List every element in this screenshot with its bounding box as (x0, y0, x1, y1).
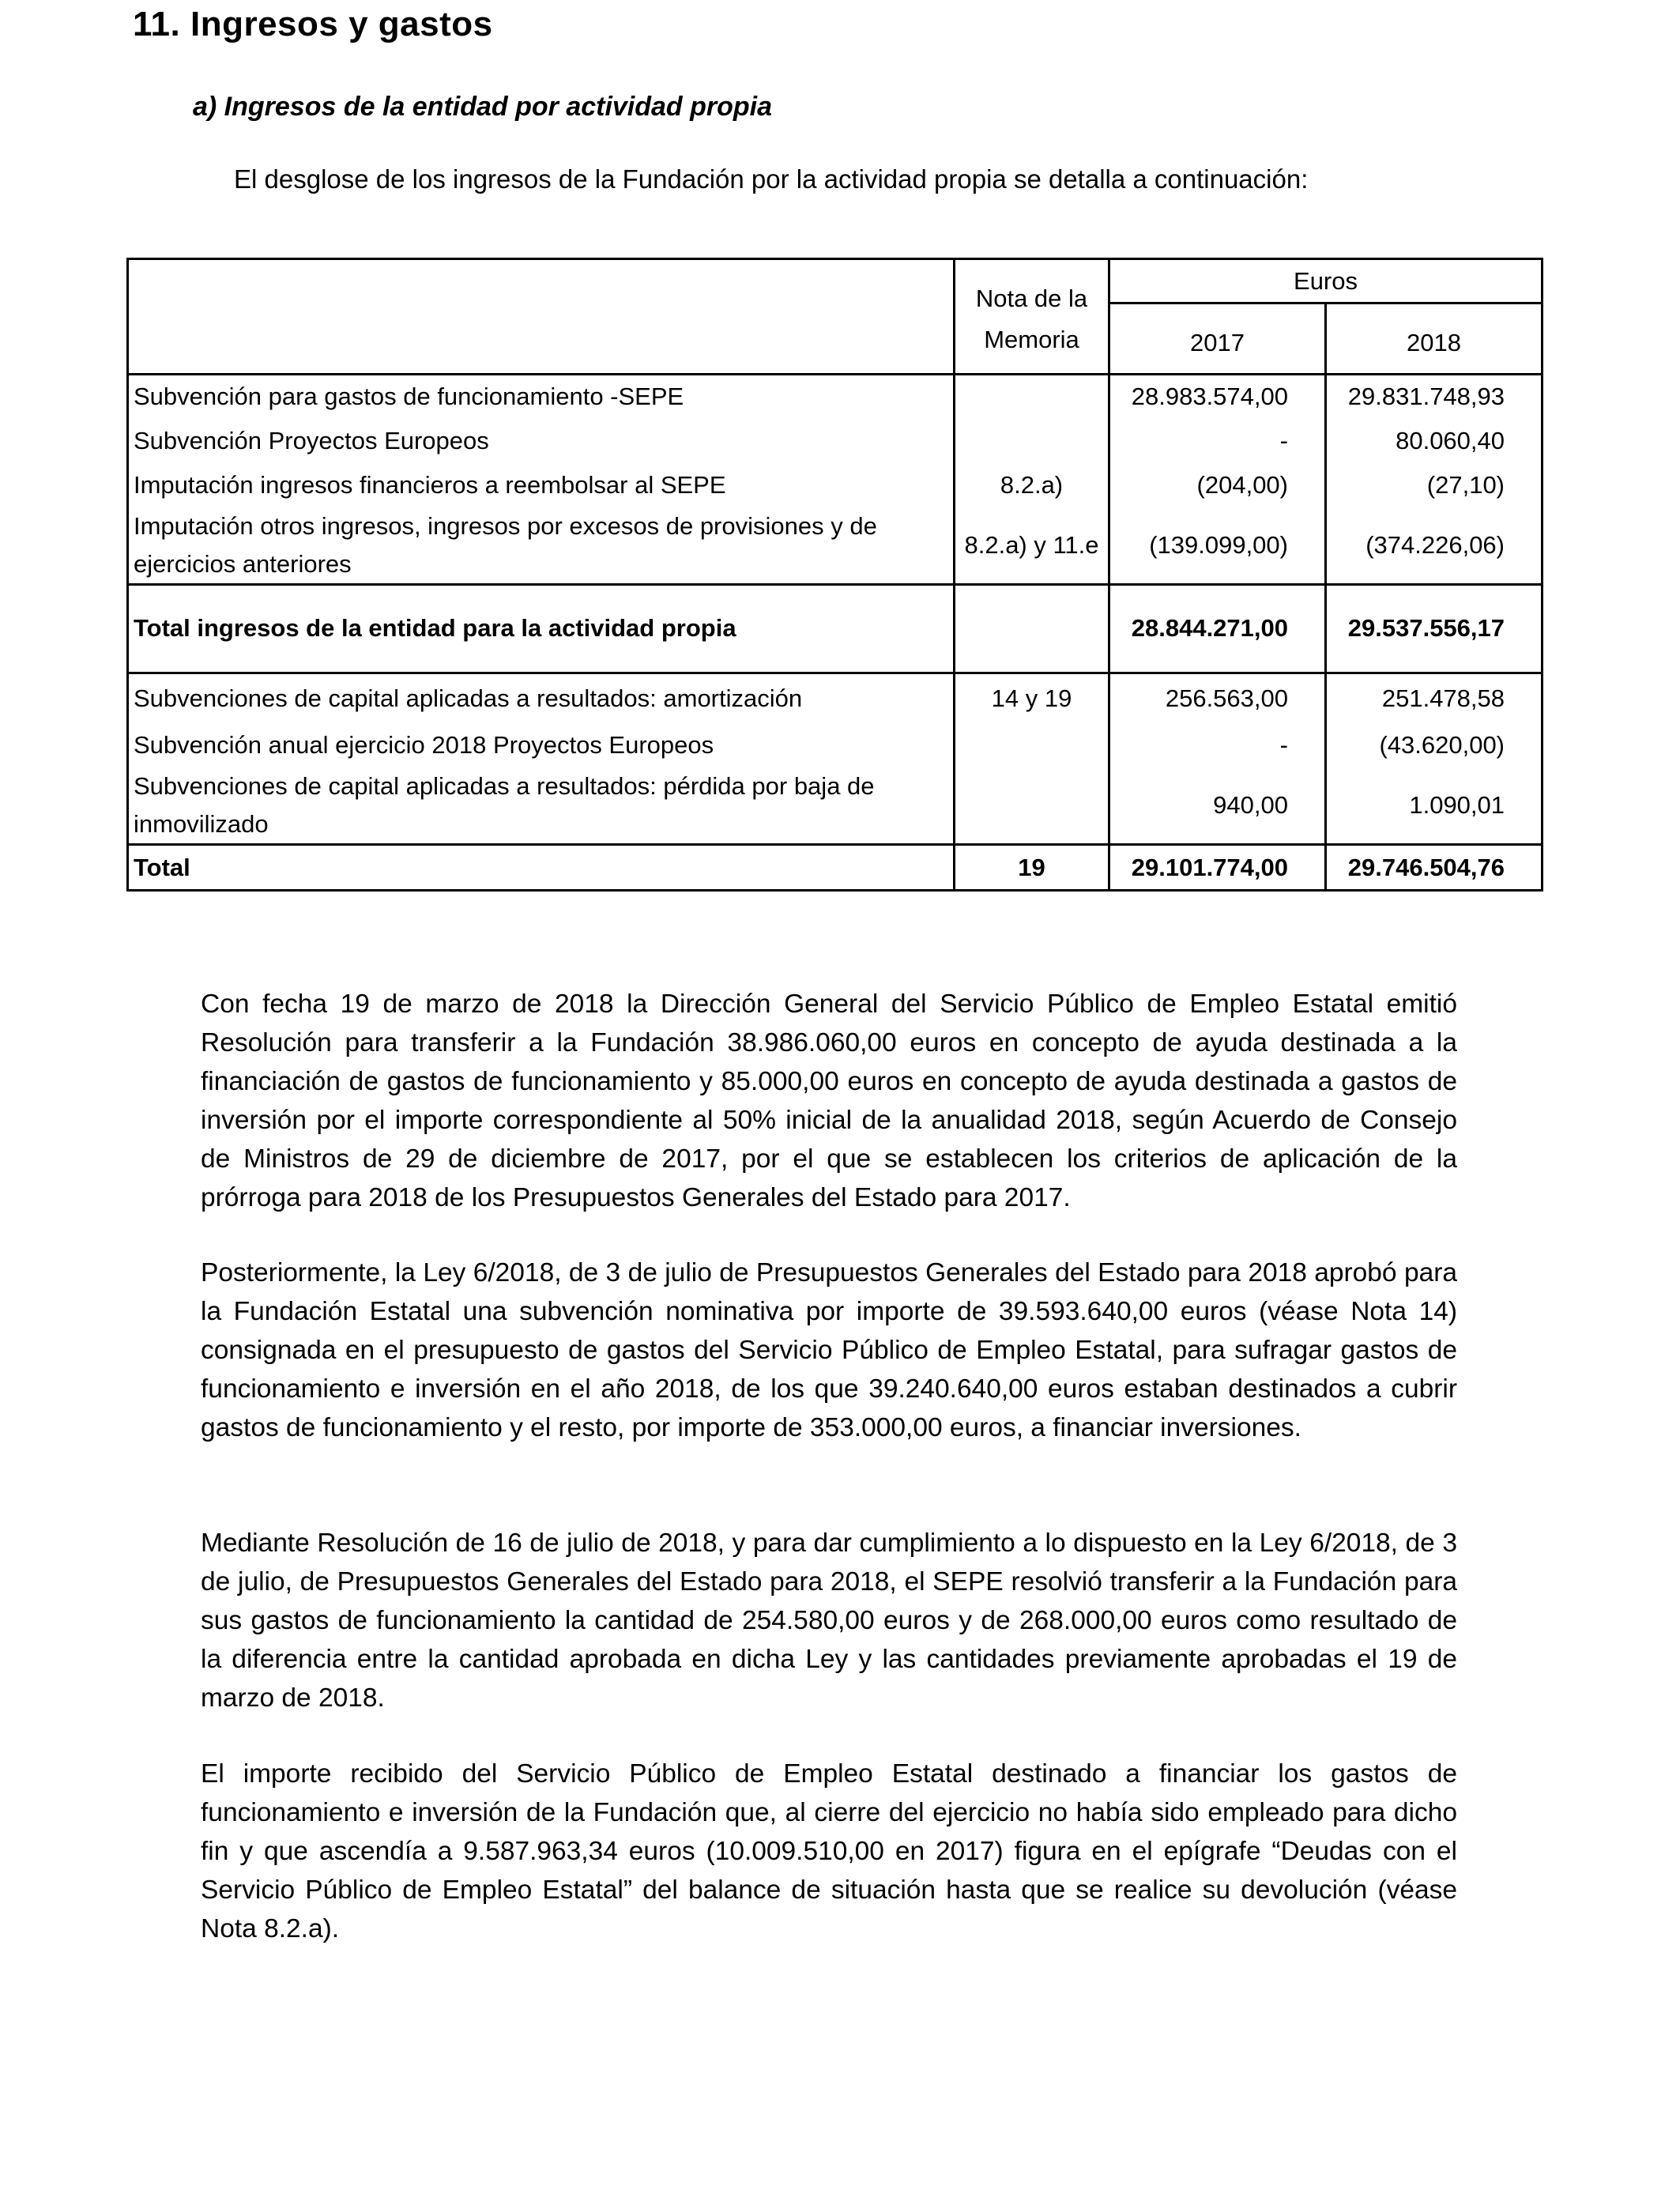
income-table (126, 258, 1543, 892)
total-row (128, 845, 1543, 891)
table-row (128, 723, 1543, 767)
subsection-heading: a) Ingresos de la entidad por actividad propia (193, 92, 773, 122)
paragraph-text: Con fecha 19 de marzo de 2018 la Dirección General del Servicio Público de Empleo Estatal emitió Resolución para transferir a la Fundación 38.986.060,00 euros en concepto de ayuda destinada a la financiación de gastos de funcionamiento y 85.000,00 euros en concepto de ayuda destinada a gastos de inversión por el importe correspondiente al 50% inicial de la anualidad 2018, según Acuerdo de Consejo de Ministros de 29 de diciembre de 2017, por el que se establecen los criterios de aplicación de la prórroga para 2018 de los Presupuestos Generales del Estado para 2017. (201, 990, 1457, 1212)
row-value-2017: 940,00 (1109, 767, 1326, 845)
row-label: Subvención para gastos de funcionamiento -SEPE (128, 375, 955, 419)
row-label: Subvenciones de capital aplicadas a resultados: amortización (128, 673, 955, 723)
table-row (128, 419, 1543, 463)
row-value-2017: 28.983.574,00 (1109, 375, 1326, 419)
paragraph (201, 1755, 1457, 1948)
row-nota: 14 y 19 (955, 673, 1109, 723)
paragraph (201, 1524, 1457, 1717)
subtotal-row (128, 584, 1543, 673)
row-nota (955, 584, 1109, 673)
row-value-2018: 29.746.504,76 (1326, 845, 1543, 891)
table-row (128, 673, 1543, 723)
row-label: Imputación ingresos financieros a reembolsar al SEPE (128, 463, 955, 507)
row-nota: 8.2.a) y 11.e (955, 507, 1109, 585)
row-label: Subvención anual ejercicio 2018 Proyectos Europeos (128, 723, 955, 767)
row-value-2018: 1.090,01 (1326, 767, 1543, 845)
row-label: Subvenciones de capital aplicadas a resultados: pérdida por baja de inmovilizado (128, 767, 955, 845)
intro-text: El desglose de los ingresos de la Fundación por la actividad propia se detalla a continuación: (234, 164, 1309, 194)
row-nota (955, 723, 1109, 767)
row-value-2018: (374.226,06) (1326, 507, 1543, 585)
row-value-2017: - (1109, 723, 1326, 767)
paragraph (201, 985, 1457, 1217)
row-value-2017: (139.099,00) (1109, 507, 1326, 585)
table-row (128, 767, 1543, 845)
paragraph (201, 1253, 1457, 1447)
row-nota (955, 767, 1109, 845)
row-value-2018: 80.060,40 (1326, 419, 1543, 463)
row-value-2017: - (1109, 419, 1326, 463)
paragraph-text: Posteriormente, la Ley 6/2018, de 3 de julio de Presupuestos Generales del Estado para 2018 aprobó para la Fundación Estatal una subvención nominativa por importe de 39.593.640,00 euros (véase Nota 14) consignada en el presupuesto de gastos del Servicio Público de Empleo Estatal, para sufragar gastos de funcionamiento e inversión en el año 2018, de los que 39.240.640,00 euros estaban destinados a cubrir gastos de funcionamiento y el resto, por importe de 353.000,00 euros, a financiar inversiones. (201, 1258, 1457, 1442)
row-label: Total (128, 845, 955, 891)
row-label: Subvención Proyectos Europeos (128, 419, 955, 463)
row-value-2017: 256.563,00 (1109, 673, 1326, 723)
row-nota (955, 419, 1109, 463)
row-value-2018: 29.537.556,17 (1326, 584, 1543, 673)
paragraph-text: El importe recibido del Servicio Público de Empleo Estatal destinado a financiar los gastos de funcionamiento e inversión de la Fundación que, al cierre del ejercicio no había sido empleado para dicho fin y que ascendía a 9.587.963,34 euros (10.009.510,00 en 2017) figura en el epígrafe “Deudas con el Servicio Público de Empleo Estatal” del balance de situación hasta que se realice su devolución (véase Nota 8.2.a). (201, 1759, 1457, 1943)
header-euros: Euros (1109, 259, 1543, 303)
row-label: Imputación otros ingresos, ingresos por excesos de provisiones y de ejercicios anteriores (128, 507, 955, 585)
table-row (128, 507, 1543, 585)
section-heading: 11. Ingresos y gastos (133, 5, 493, 43)
row-value-2018: 29.831.748,93 (1326, 375, 1543, 419)
header-year-2018: 2018 (1326, 303, 1543, 375)
row-nota (955, 375, 1109, 419)
row-value-2018: (43.620,00) (1326, 723, 1543, 767)
paragraph-text: Mediante Resolución de 16 de julio de 2018, y para dar cumplimiento a lo dispuesto en la Ley 6/2018, de 3 de julio, de Presupuestos Generales del Estado para 2018, el SEPE resolvió transferir a la Fundación para sus gastos de funcionamiento la cantidad de 254.580,00 euros y de 268.000,00 euros como resultado de la diferencia entre la cantidad aprobada en dicha Ley y las cantidades previamente aprobadas el 19 de marzo de 2018. (201, 1529, 1457, 1713)
row-value-2018: (27,10) (1326, 463, 1543, 507)
header-blank (128, 259, 955, 375)
row-nota: 19 (955, 845, 1109, 891)
row-value-2017: 28.844.271,00 (1109, 584, 1326, 673)
header-year-2017: 2017 (1109, 303, 1326, 375)
row-value-2017: 29.101.774,00 (1109, 845, 1326, 891)
row-value-2018: 251.478,58 (1326, 673, 1543, 723)
table-row (128, 463, 1543, 507)
row-nota: 8.2.a) (955, 463, 1109, 507)
row-value-2017: (204,00) (1109, 463, 1326, 507)
table-row (128, 375, 1543, 419)
header-nota: Nota de la Memoria (955, 259, 1109, 375)
row-label: Total ingresos de la entidad para la actividad propia (128, 584, 955, 673)
